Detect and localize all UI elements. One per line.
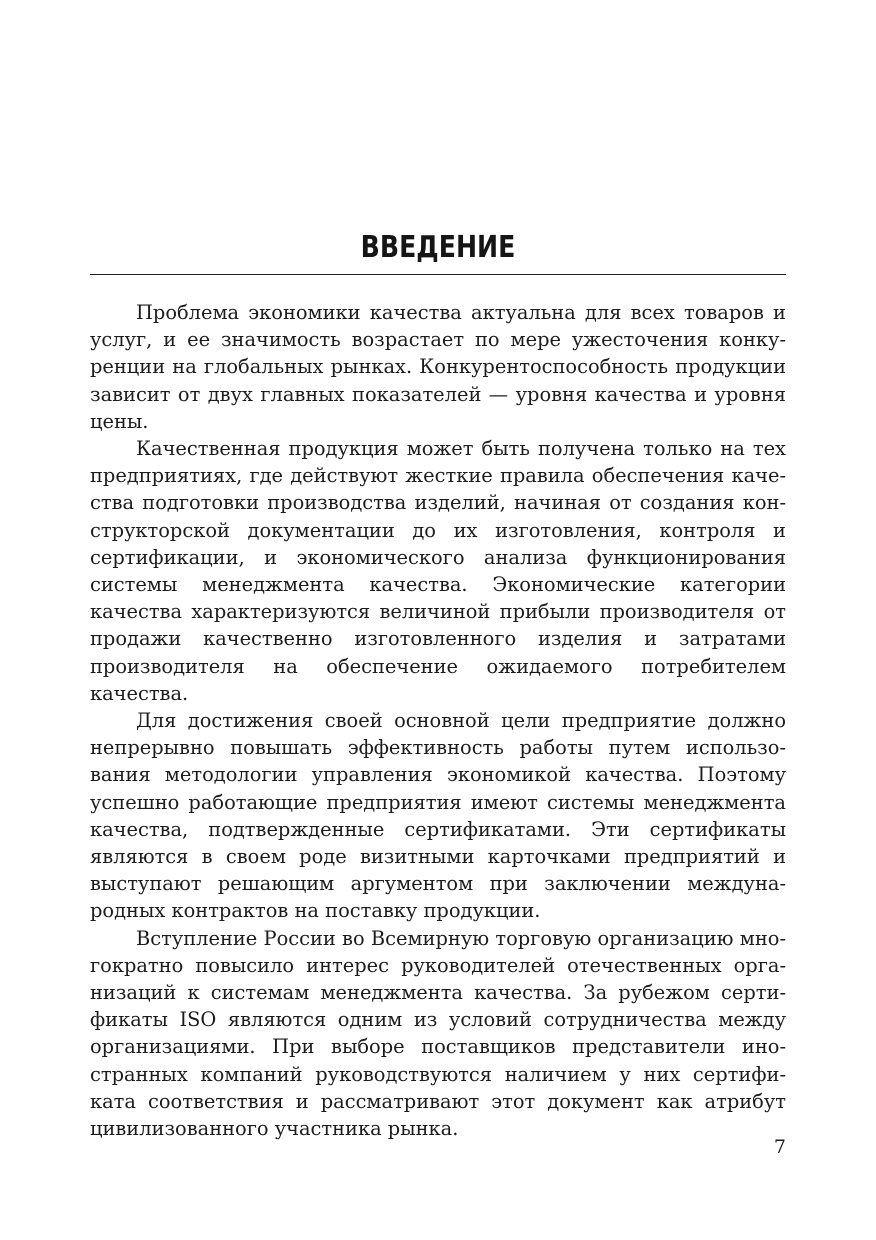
heading-divider bbox=[90, 274, 786, 275]
chapter-heading: ВВЕДЕНИЕ bbox=[360, 230, 516, 265]
body-text bbox=[90, 299, 786, 1142]
paragraph-1: Проблема экономики качества актуальна для всех товаров и услуг, и ее значимость возрастает по мере ужесточения конкуренции на глобальных рынках. Конкурентоспособность продукции зависит от двух главных показателей — уровня качества и уровня цены. bbox=[90, 301, 786, 433]
paragraph-3: Для достижения своей основной цели предприятие должно непрерывно повышать эффективность работы путем использования методологии управления экономикой качества. Поэтому успешно работающие предприятия имеют системы менеджмента качества, подтвержденные сертификатами. Эти сертификаты являются в своем роде визитными карточками предприятий и выступают решающим аргументом при заключении международных контрактов на поставку продукции. bbox=[90, 709, 786, 923]
paragraph-4: Вступление России во Всемирную торговую организацию многократно повысило интерес руководителей отечественных организаций к системам менеджмента качества. За рубежом сертификаты ISO являются одним из условий сотрудничества между организациями. При выборе поставщиков представители иностранных компаний руководствуются наличием у них сертификата соответствия и рассматривают этот документ как атрибут цивилизованного участника рынка. bbox=[90, 926, 786, 1141]
paragraph-2: Качественная продукция может быть получена только на тех предприятиях, где действуют жесткие правила обеспечения качества подготовки производства изделий, начиная от создания конструкторской документации до их изготовления, контроля и сертификации, и экономического анализа функционирования системы менеджмента качества. Экономические категории качества характеризуются величиной прибыли производителя от продажи качественно изготовленного изделия и затратами производителя на обеспечение ожидаемого потребителем качества. bbox=[90, 437, 786, 705]
page-number: 7 bbox=[773, 1136, 786, 1158]
